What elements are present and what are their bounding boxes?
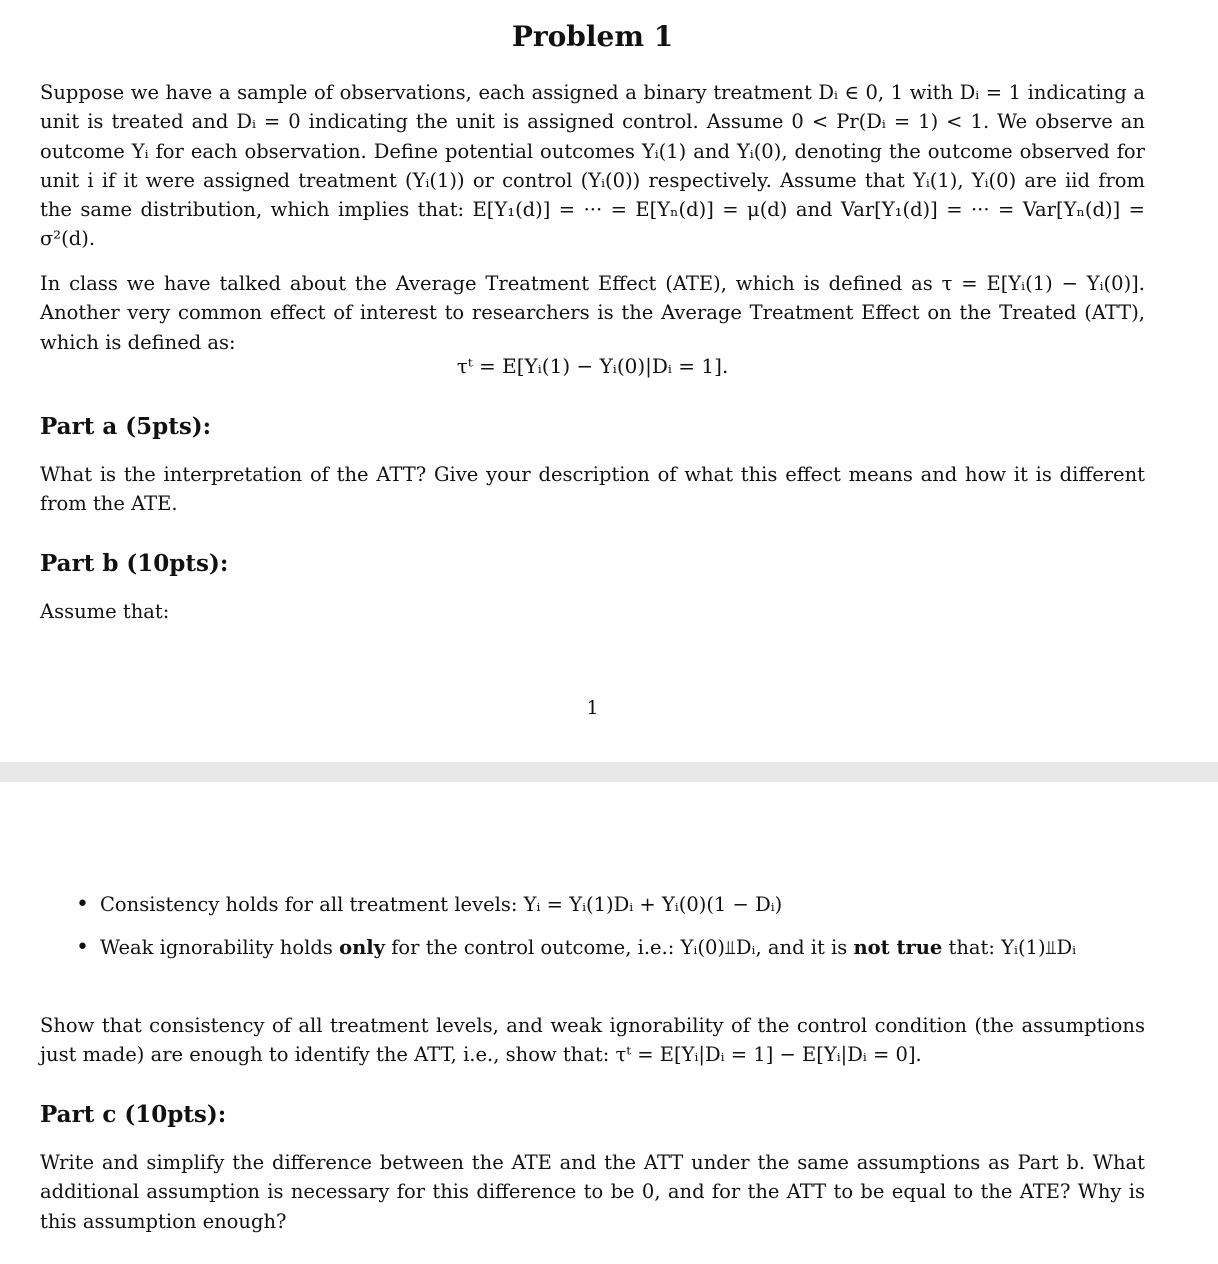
problem-title: Problem 1: [511, 20, 674, 53]
intro-paragraph: Suppose we have a sample of observations, each assigned a binary treatment Dᵢ ∈ 0, 1 with Dᵢ = 1 indicating a unit is treated and Dᵢ = 0 indicating the unit is assigned control. Assume 0 < Pr(Dᵢ = 1) < 1. We observe an outcome Yᵢ for each observation. Define potential outcomes Yᵢ(1) and Yᵢ(0), denoting the outcome observed for unit i if it were assigned treatment (Yᵢ(1)) or control (Yᵢ(0)) respectively. Assume that Yᵢ(1), Yᵢ(0) are iid from the same distribution, which implies that: E[Y₁(d)] = ··· = E[Yₙ(d)] = μ(d) and Var[Y₁(d)] = ··· = Var[Yₙ(d)] = σ²(d).: [40, 81, 1145, 251]
part-b-heading: Part b (10pts):: [40, 550, 229, 577]
part-a-text: What is the interpretation of the ATT? Give your description of what this effect means and how it is different from the ATE.: [40, 463, 1145, 516]
list-item-ignorability: • Weak ignorability holds only for the control outcome, i.e.: Yᵢ(0)⫫Dᵢ, and it is not true that: Yᵢ(1)⫫Dᵢ: [74, 933, 1145, 962]
part-b-show: Show that consistency of all treatment levels, and weak ignorability of the control condition (the assumptions just made) are enough to identify the ATT, i.e., show that: τᵗ = E[Yᵢ|Dᵢ = 1] − E[Yᵢ|Dᵢ = 0].: [40, 1014, 1145, 1067]
list-item-consistency: • Consistency holds for all treatment levels: Yᵢ = Yᵢ(1)Dᵢ + Yᵢ(0)(1 − Dᵢ): [74, 890, 1145, 919]
page-number: 1: [586, 697, 599, 719]
page-separator: [0, 762, 1218, 782]
page-2: [0, 782, 1218, 1264]
part-b-intro: Assume that:: [40, 600, 170, 623]
part-c-heading: Part c (10pts):: [40, 1101, 227, 1128]
ate-paragraph: In class we have talked about the Average Treatment Effect (ATE), which is defined as τ = E[Yᵢ(1) − Yᵢ(0)]. Another very common effect of interest to researchers is the Average Treatment Effect on the Treated (ATT), which is defined as:: [40, 272, 1145, 354]
part-c-text: Write and simplify the difference between the ATE and the ATT under the same assumptions as Part b. What additional assumption is necessary for this difference to be 0, and for the ATT to be equal to the ATE? Why is this assumption enough?: [40, 1151, 1145, 1233]
assumption-list: [74, 890, 1145, 977]
att-equation: τᵗ = E[Yᵢ(1) − Yᵢ(0)|Dᵢ = 1].: [456, 354, 729, 378]
part-a-heading: Part a (5pts):: [40, 413, 212, 440]
